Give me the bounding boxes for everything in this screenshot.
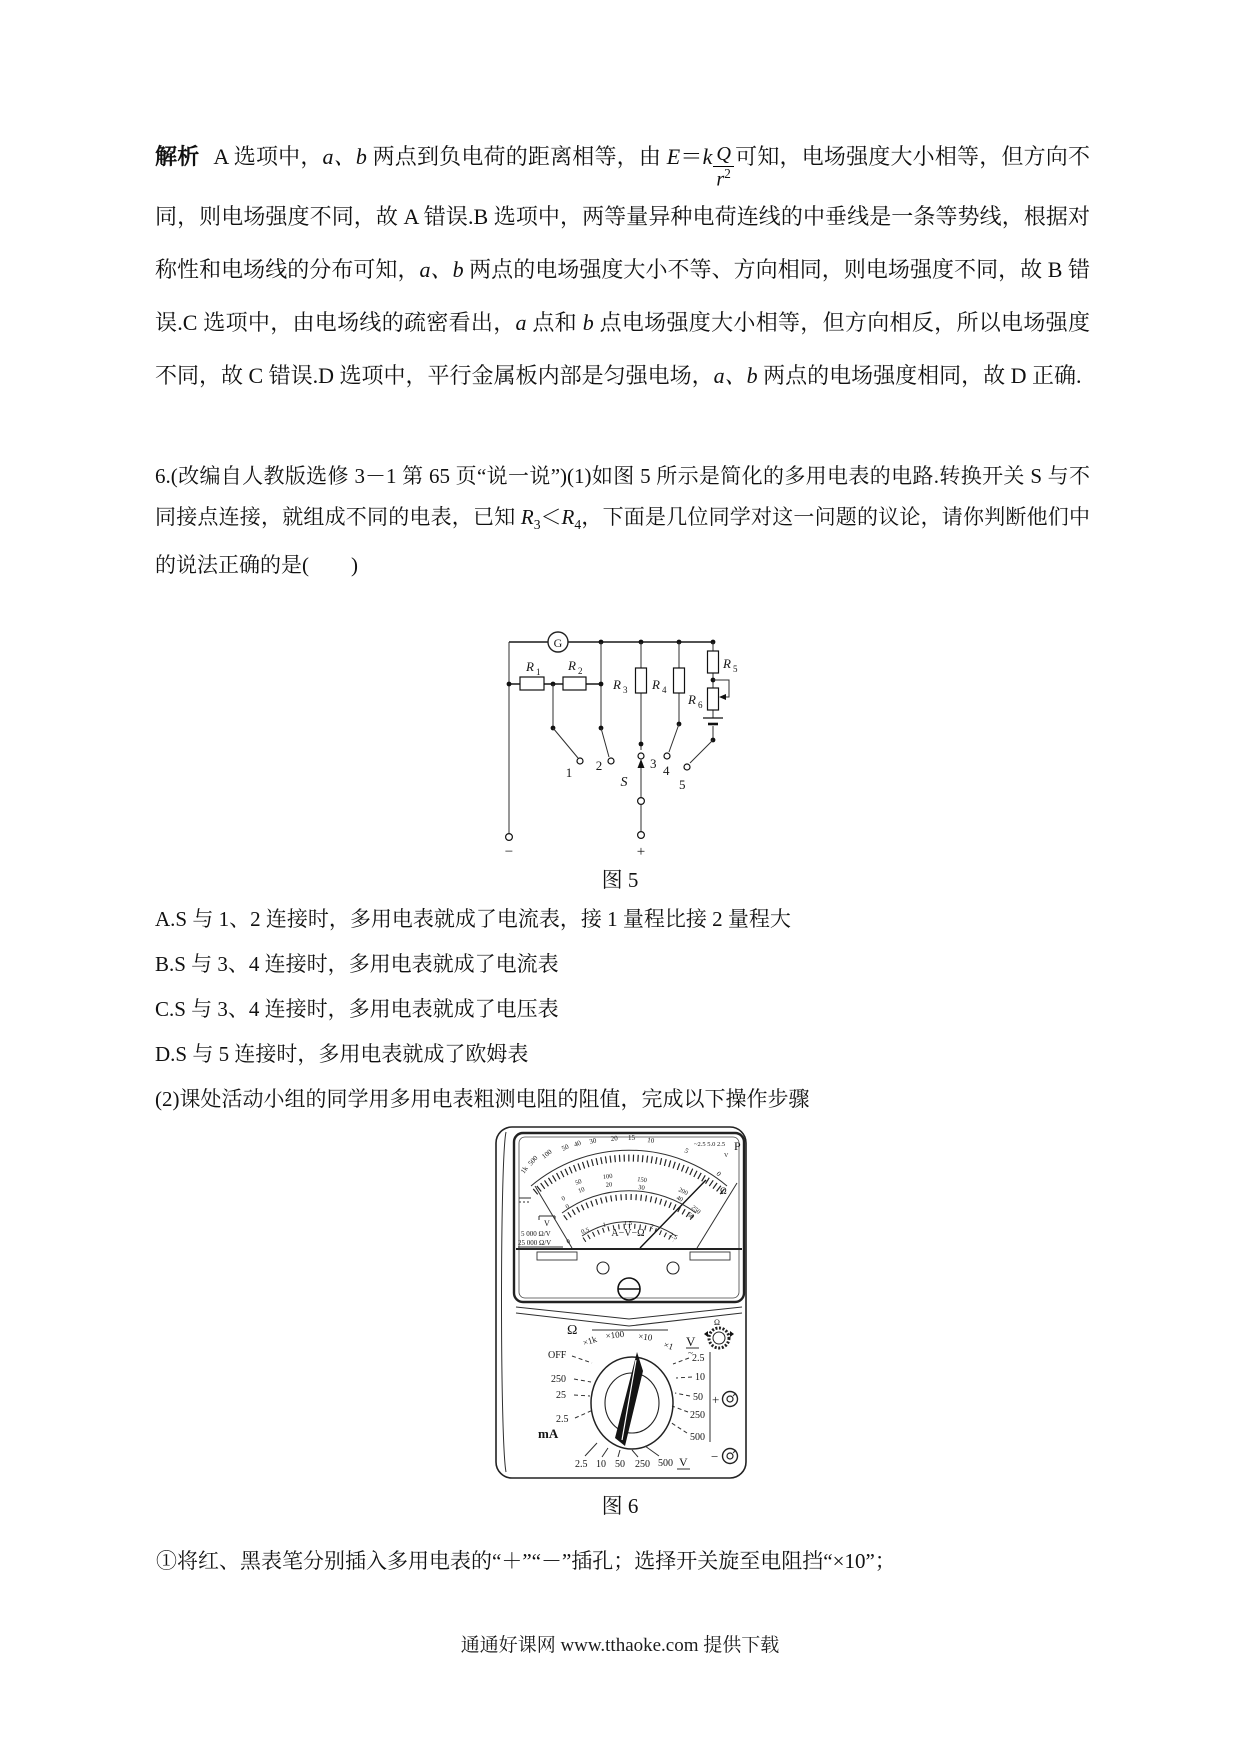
avo-label: A−V−Ω	[611, 1228, 645, 1239]
svg-text:2.5: 2.5	[556, 1414, 569, 1425]
svg-text:30: 30	[588, 1136, 598, 1146]
svg-text:200: 200	[677, 1186, 689, 1198]
galvanometer-label: G	[553, 636, 563, 650]
svg-text:500: 500	[658, 1458, 673, 1469]
svg-text:4: 4	[662, 685, 667, 695]
resistor-r2	[563, 677, 586, 690]
svg-text:5: 5	[683, 1146, 690, 1156]
svg-text:×1: ×1	[662, 1339, 675, 1352]
svg-text:×100: ×100	[605, 1328, 625, 1341]
svg-text:2: 2	[595, 758, 603, 773]
svg-text:50: 50	[615, 1459, 625, 1470]
svg-text:2.5: 2.5	[668, 1231, 679, 1242]
v-bottom-label: V	[679, 1455, 688, 1469]
svg-text:2.5: 2.5	[575, 1459, 588, 1470]
switch-label: S	[620, 775, 628, 790]
svg-text:2: 2	[578, 666, 583, 676]
contact-4	[664, 753, 670, 759]
sensitivity-ac: 25 000 Ω/V	[518, 1239, 552, 1247]
svg-text:250: 250	[635, 1459, 650, 1470]
svg-text:0: 0	[565, 1238, 572, 1246]
svg-text:6: 6	[698, 700, 703, 710]
contact-5	[684, 764, 690, 770]
svg-text:50: 50	[685, 1211, 696, 1221]
svg-text:1: 1	[536, 667, 541, 677]
svg-text:500: 500	[526, 1154, 540, 1168]
sensitivity-dc: 5 000 Ω/V	[521, 1230, 551, 1238]
ma-section-label: mA	[538, 1426, 559, 1441]
svg-text:250: 250	[689, 1204, 702, 1216]
resistor-r5	[708, 651, 719, 673]
options-block	[155, 897, 1090, 1122]
svg-text:2: 2	[649, 1223, 655, 1231]
svg-text:150: 150	[636, 1176, 648, 1185]
option-c: C.S 与 3、4 连接时，多用电表就成了电压表	[155, 997, 559, 1021]
svg-text:2.5: 2.5	[692, 1353, 705, 1364]
analysis-label: 解析	[155, 144, 200, 169]
resistor-r3	[636, 668, 647, 693]
formula-fraction: $\frac{Q}{r^2}$	[713, 144, 734, 190]
resistor-r1	[520, 677, 544, 690]
contact-3	[638, 753, 644, 759]
svg-text:V: V	[724, 1153, 729, 1159]
svg-text:25: 25	[556, 1390, 566, 1401]
step-1-text: ①将红、黑表笔分别插入多用电表的“＋”“－”插孔；选择开关旋至电阻挡“×10”；	[156, 1549, 896, 1573]
resistor-r6	[708, 688, 719, 710]
svg-text:50: 50	[574, 1178, 583, 1187]
contact-2	[608, 758, 614, 764]
svg-text:5: 5	[733, 664, 738, 674]
circuit-figure-5	[495, 612, 745, 862]
svg-text:0: 0	[714, 1169, 723, 1178]
svg-text:1.5: 1.5	[624, 1220, 633, 1227]
switch-arrow-icon	[638, 759, 645, 768]
svg-text:R: R	[652, 677, 660, 692]
svg-text:40: 40	[572, 1138, 583, 1149]
svg-text:10: 10	[577, 1186, 586, 1195]
svg-text:100: 100	[540, 1147, 554, 1161]
svg-text:3: 3	[623, 685, 628, 695]
resistor-r4	[674, 668, 685, 693]
analysis-paragraph: 解析 A 选项中，a、b 两点到负电荷的距离相等，由 E＝k $\frac{Q}{r^2}$ 可知，电场强度大小相等，但方向不同，则电场强度不同，故 A 错误.B 选项中，两等量异种电荷连线的中垂线是一条等势线，根据对称性和电场线的分布可知，a、b 两点的电场强度大小不等、方向相同，则电场强度不同，故 B 错误.C 选项中，由电场线的疏密看出，a 点和 b 点电场强度大小相等，但方向相反，所以电场强度不同，故 C 错误.D 选项中，平行金属板内部是匀强电场，a、b 两点的电场强度相同，故 D 正确.	[155, 143, 1090, 389]
svg-text:1k: 1k	[519, 1164, 530, 1176]
vac-section-label: V	[686, 1334, 696, 1349]
multimeter-figure-6	[485, 1120, 755, 1490]
svg-text:~: ~	[688, 1348, 693, 1358]
svg-text:×1k: ×1k	[581, 1334, 599, 1348]
svg-text:20: 20	[605, 1181, 613, 1189]
figure-6-caption: 图 6	[601, 1494, 639, 1518]
svg-text:~2.5 5.0 2.5: ~2.5 5.0 2.5	[694, 1141, 726, 1148]
svg-text:0: 0	[564, 1203, 571, 1211]
wiper-arrow-icon	[719, 694, 726, 700]
contact-1	[577, 758, 583, 764]
svg-text:4: 4	[663, 763, 670, 778]
svg-text:50: 50	[560, 1142, 571, 1153]
svg-text:×10: ×10	[637, 1331, 653, 1343]
svg-text:10: 10	[695, 1372, 705, 1383]
ohm-adjust-label: Ω	[714, 1318, 720, 1327]
svg-text:20: 20	[610, 1134, 619, 1143]
svg-text:500: 500	[690, 1432, 705, 1443]
svg-text:40: 40	[675, 1194, 685, 1204]
figure-5-caption: 图 5	[601, 868, 639, 892]
svg-text:+: +	[712, 1392, 720, 1407]
svg-text:5: 5	[679, 777, 686, 792]
option-a: A.S 与 1、2 连接时，多用电表就成了电流表，接 1 量程比接 2 量程大	[155, 907, 791, 931]
svg-text:0: 0	[560, 1195, 567, 1203]
svg-text:1: 1	[602, 1221, 607, 1229]
page-footer: 通通好课网 www.tthaoke.com 提供下载	[460, 1635, 780, 1656]
svg-text:3: 3	[650, 756, 657, 771]
svg-text:V: V	[544, 1219, 550, 1228]
svg-text:−: −	[504, 844, 514, 860]
svg-text:R: R	[723, 656, 731, 671]
off-position-label: OFF	[548, 1350, 567, 1361]
svg-text:R: R	[526, 659, 534, 674]
svg-text:0.5: 0.5	[580, 1226, 591, 1236]
svg-text:50: 50	[693, 1392, 703, 1403]
svg-text:100: 100	[602, 1172, 613, 1181]
part-2-text: (2)课处活动小组的同学用多用电表粗测电阻的阻值，完成以下操作步骤	[155, 1087, 810, 1111]
svg-text:30: 30	[637, 1184, 646, 1192]
option-b: B.S 与 3、4 连接时，多用电表就成了电流表	[155, 952, 559, 976]
svg-text:Ω: Ω	[720, 1186, 727, 1196]
svg-text:15: 15	[628, 1134, 635, 1142]
svg-text:10: 10	[646, 1136, 655, 1145]
svg-text:250: 250	[690, 1410, 705, 1421]
svg-text:P: P	[734, 1139, 741, 1153]
svg-text:−: −	[711, 1449, 719, 1464]
svg-text:10: 10	[596, 1459, 606, 1470]
svg-text:1: 1	[565, 765, 573, 780]
ohm-section-label: Ω	[567, 1323, 578, 1338]
svg-text:R: R	[568, 658, 576, 673]
plus-terminal	[638, 832, 645, 839]
svg-text:250: 250	[551, 1374, 566, 1385]
minus-terminal	[506, 834, 513, 841]
question-6-paragraph: 6.(改编自人教版选修 3－1 第 65 页“说一说”)(1)如图 5 所示是简化的多用电表的电路.转换开关 S 与不同接点连接，就组成不同的电表，已知 $R_3<R_4$，下面是几位同学对这一问题的议论，请你判断他们中的说法正确的是( )	[155, 464, 1091, 578]
svg-text:+: +	[636, 844, 646, 860]
svg-text:R: R	[613, 677, 621, 692]
svg-text:R: R	[688, 692, 696, 707]
option-d: D.S 与 5 连接时，多用电表就成了欧姆表	[155, 1042, 529, 1066]
